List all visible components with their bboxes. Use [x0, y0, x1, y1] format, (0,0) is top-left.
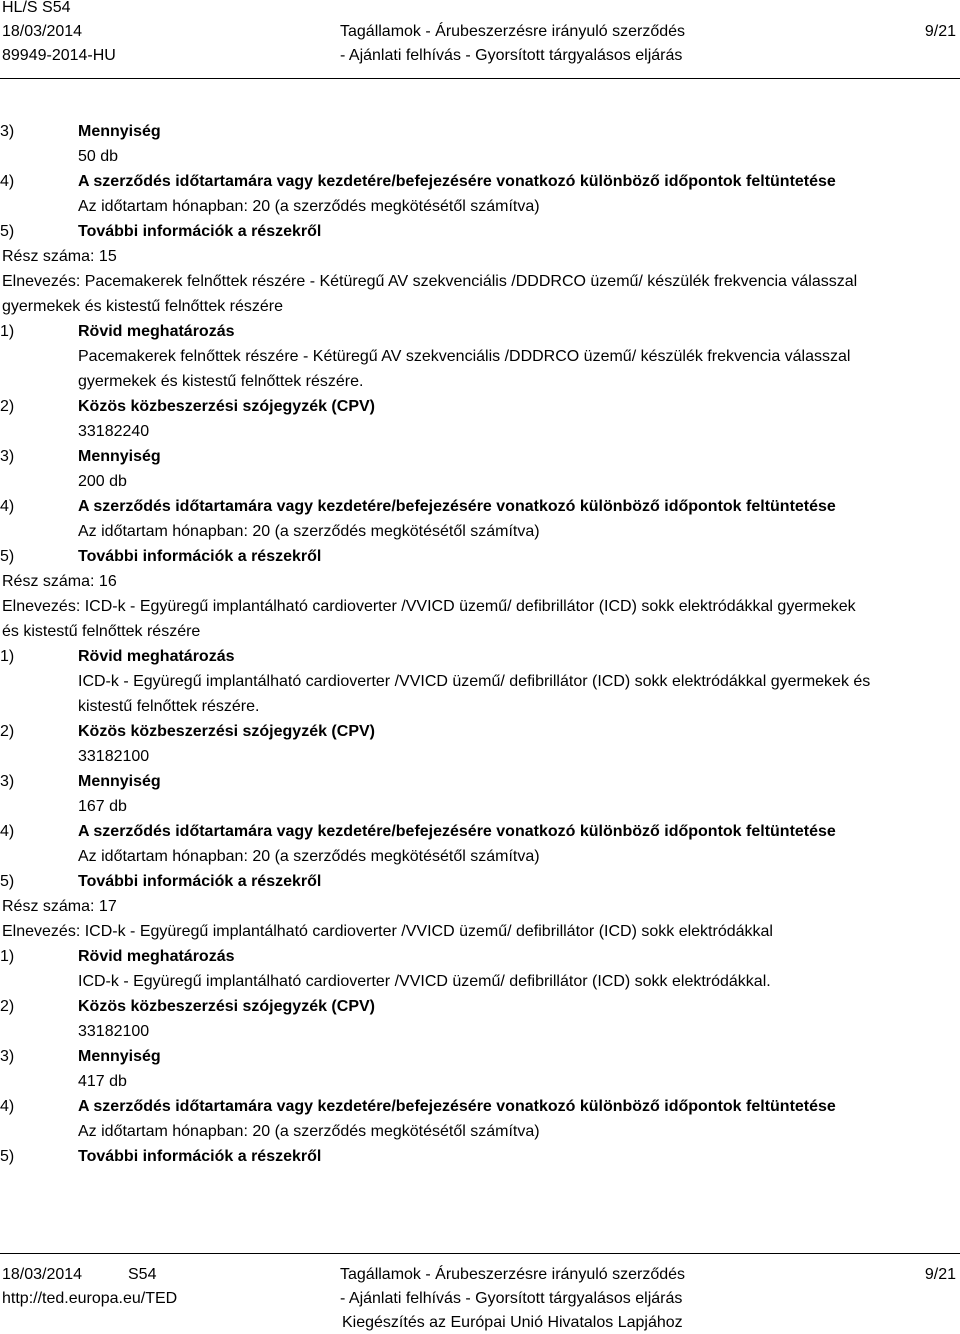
item-heading: A szerződés időtartamára vagy kezdetére/befejezésére vonatkozó különböző időpontok feltüntetése — [78, 498, 836, 515]
item-heading: További információk a részekről — [78, 873, 322, 890]
section-additional-info — [0, 1144, 960, 1169]
cpv-code: 33182100 — [78, 748, 150, 765]
section-short-description — [0, 644, 960, 669]
item-value: kistestű felnőttek részére. — [78, 698, 260, 715]
item-heading: Mennyiség — [78, 773, 161, 790]
item-number: 3) — [0, 773, 15, 790]
footer-date: 18/03/2014 — [2, 1266, 83, 1283]
item-number: 2) — [0, 723, 15, 740]
item-value: Pacemakerek felnőttek részére - Kétüregű AV szekvenciális /DDDRCO üzemű/ készülék frekvencia válasszal — [78, 348, 851, 365]
item-number: 3) — [0, 123, 15, 140]
footer-title: Tagállamok - Árubeszerzésre irányuló szerződés — [340, 1266, 686, 1283]
item-number: 3) — [0, 448, 15, 465]
section-short-description — [0, 319, 960, 344]
section-quantity — [0, 1044, 960, 1069]
section-cpv — [0, 994, 960, 1019]
cpv-code: 33182240 — [78, 423, 150, 440]
section-quantity — [0, 119, 960, 144]
header-date: 18/03/2014 — [2, 23, 83, 40]
lot-name-cont: és kistestű felnőttek részére — [2, 623, 201, 640]
section-duration — [0, 819, 960, 844]
footer-divider — [0, 1253, 960, 1254]
item-heading: Mennyiség — [78, 123, 161, 140]
page-header — [0, 0, 960, 80]
item-heading: A szerződés időtartamára vagy kezdetére/befejezésére vonatkozó különböző időpontok feltüntetése — [78, 1098, 836, 1115]
item-number: 3) — [0, 1048, 15, 1065]
item-heading: További információk a részekről — [78, 1148, 322, 1165]
item-value: gyermekek és kistestű felnőttek részére. — [78, 373, 364, 390]
lot-name: Elnevezés: ICD-k - Együregű implantálható cardioverter /VVICD üzemű/ defibrillátor (ICD) sokk elektródákkal — [2, 923, 773, 940]
footer-subtitle: - Ajánlati felhívás - Gyorsított tárgyalásos eljárás — [340, 1290, 683, 1307]
item-number: 5) — [0, 1148, 15, 1165]
lot-number: Rész száma: 17 — [2, 898, 117, 915]
item-heading: A szerződés időtartamára vagy kezdetére/befejezésére vonatkozó különböző időpontok feltüntetése — [78, 173, 836, 190]
item-number: 1) — [0, 948, 15, 965]
page-footer — [0, 1264, 960, 1334]
item-value: Az időtartam hónapban: 20 (a szerződés megkötésétől számítva) — [78, 523, 540, 540]
footer-supplement: Kiegészítés az Európai Unió Hivatalos Lapjához — [342, 1314, 683, 1331]
item-value: ICD-k - Együregű implantálható cardioverter /VVICD üzemű/ defibrillátor (ICD) sokk elektródákkal gyermekek és — [78, 673, 871, 690]
header-divider — [0, 78, 960, 79]
section-short-description — [0, 944, 960, 969]
item-number: 1) — [0, 323, 15, 340]
item-value: 50 db — [78, 148, 119, 165]
item-number: 4) — [0, 823, 15, 840]
cpv-code: 33182100 — [78, 1023, 150, 1040]
section-quantity — [0, 444, 960, 469]
item-heading: Rövid meghatározás — [78, 323, 235, 340]
lot-16 — [0, 569, 960, 894]
item-number: 2) — [0, 998, 15, 1015]
section-duration — [0, 1094, 960, 1119]
item-heading: Mennyiség — [78, 448, 161, 465]
item-value: 167 db — [78, 798, 127, 815]
lot-number: Rész száma: 15 — [2, 248, 117, 265]
lot-17 — [0, 894, 960, 1169]
item-heading: A szerződés időtartamára vagy kezdetére/befejezésére vonatkozó különböző időpontok feltüntetése — [78, 823, 836, 840]
section-cpv — [0, 719, 960, 744]
item-number: 4) — [0, 173, 15, 190]
header-title: Tagállamok - Árubeszerzésre irányuló szerződés — [340, 23, 686, 40]
footer-page-number: 9/21 — [924, 1266, 956, 1283]
footer-series-code: S54 — [128, 1266, 157, 1283]
item-heading: Rövid meghatározás — [78, 648, 235, 665]
item-number: 2) — [0, 398, 15, 415]
document-body — [0, 119, 960, 1169]
item-value: 417 db — [78, 1073, 127, 1090]
item-heading: Mennyiség — [78, 1048, 161, 1065]
item-heading: További információk a részekről — [78, 223, 322, 240]
lot-name: Elnevezés: ICD-k - Együregű implantálható cardioverter /VVICD üzemű/ defibrillátor (ICD) sokk elektródákkal gyermekek — [2, 598, 856, 615]
item-value: 200 db — [78, 473, 127, 490]
header-subtitle: - Ajánlati felhívás - Gyorsított tárgyalásos eljárás — [340, 47, 683, 64]
lot-name-cont: gyermekek és kistestű felnőttek részére — [2, 298, 284, 315]
footer-url-link[interactable]: http://ted.europa.eu/TED — [2, 1290, 178, 1307]
section-additional-info — [0, 869, 960, 894]
section-cpv — [0, 394, 960, 419]
item-value: Az időtartam hónapban: 20 (a szerződés megkötésétől számítva) — [78, 1123, 540, 1140]
lot-15 — [0, 244, 960, 569]
item-value: Az időtartam hónapban: 20 (a szerződés megkötésétől számítva) — [78, 848, 540, 865]
item-number: 5) — [0, 223, 15, 240]
lot-number: Rész száma: 16 — [2, 573, 117, 590]
item-number: 5) — [0, 548, 15, 565]
lot-name: Elnevezés: Pacemakerek felnőttek részére - Kétüregű AV szekvenciális /DDDRCO üzemű/ készülék frekvencia válasszal — [2, 273, 858, 290]
section-duration — [0, 494, 960, 519]
item-heading: Közös közbeszerzési szójegyzék (CPV) — [78, 998, 375, 1015]
section-duration — [0, 169, 960, 194]
item-number: 4) — [0, 1098, 15, 1115]
item-heading: További információk a részekről — [78, 548, 322, 565]
header-page-number: 9/21 — [924, 23, 956, 40]
item-number: 4) — [0, 498, 15, 515]
section-additional-info — [0, 544, 960, 569]
item-heading: Rövid meghatározás — [78, 948, 235, 965]
item-number: 1) — [0, 648, 15, 665]
header-journal-ref: HL/S S54 — [2, 0, 71, 16]
item-value: ICD-k - Együregű implantálható cardioverter /VVICD üzemű/ defibrillátor (ICD) sokk elektródákkal. — [78, 973, 771, 990]
section-quantity — [0, 769, 960, 794]
item-heading: Közös közbeszerzési szójegyzék (CPV) — [78, 398, 375, 415]
item-heading: Közös közbeszerzési szójegyzék (CPV) — [78, 723, 375, 740]
header-notice-id: 89949-2014-HU — [2, 47, 116, 64]
item-value: Az időtartam hónapban: 20 (a szerződés megkötésétől számítva) — [78, 198, 540, 215]
section-additional-info — [0, 219, 960, 244]
item-number: 5) — [0, 873, 15, 890]
